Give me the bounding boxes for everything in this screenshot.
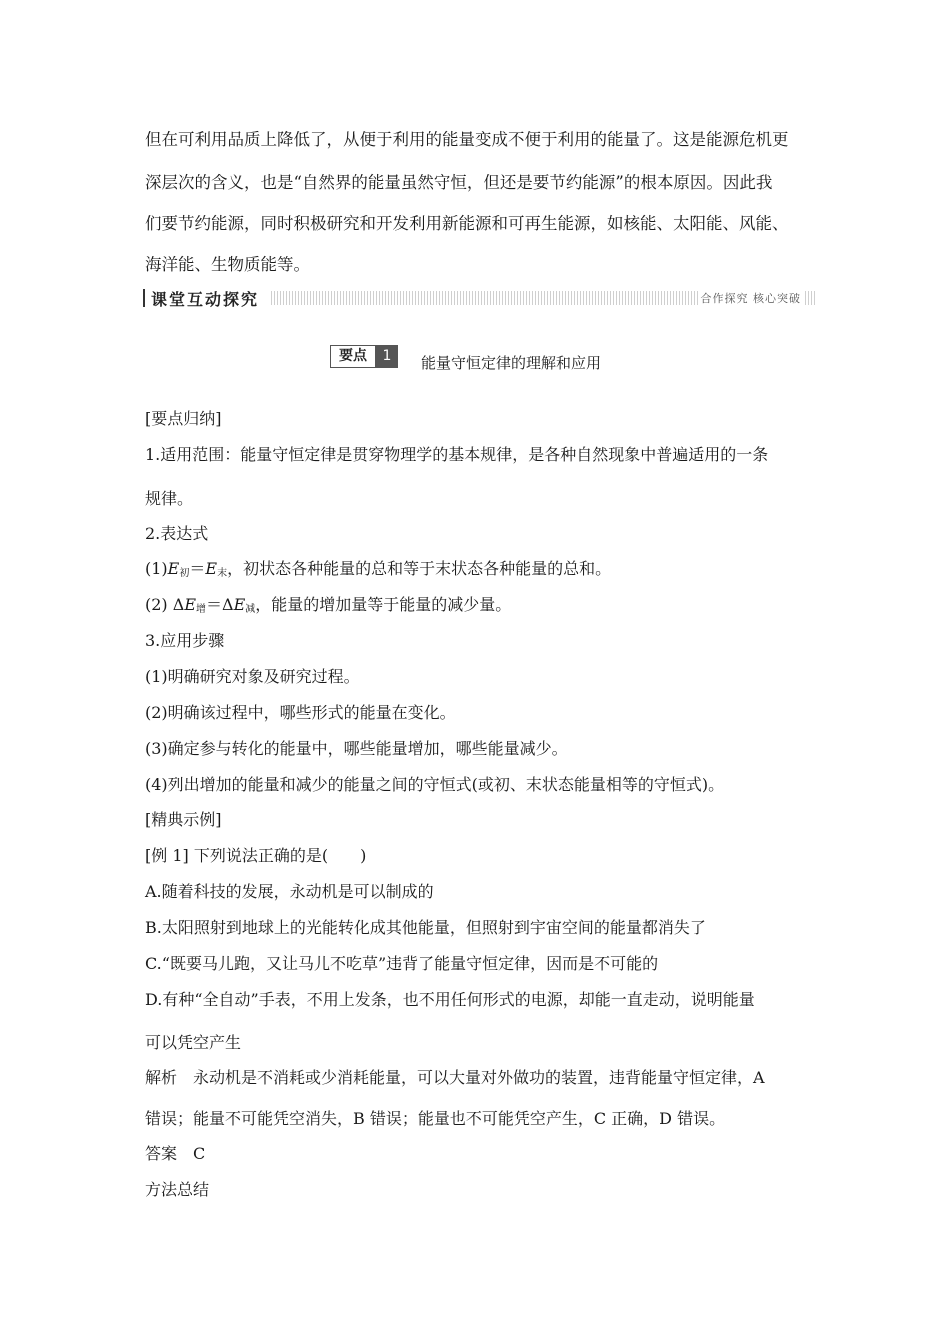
option-d-line-1: D.有种“全自动”手表，不用上发条，也不用任何形式的电源，却能一直走动，说明能量 [145,990,755,1009]
formula-1-eq: ＝ [189,559,206,578]
banner-title: 课堂互动探究 [151,290,260,309]
key-point-number: 1 [376,345,398,368]
item2-heading: 2.表达式 [145,524,209,543]
formula-1 [145,556,611,579]
formula-2-sub2: 减 [245,604,256,615]
step-3: (3)确定参与转化的能量中，哪些能量增加，哪些能量减少。 [145,739,568,758]
formula-2-delta1: Δ [172,595,185,614]
method-summary: 方法总结 [145,1180,210,1199]
summary-heading: [要点归纳] [145,409,222,428]
intro-line-4: 海洋能、生物质能等。 [145,255,310,274]
item1-line-2: 规律。 [145,489,194,508]
option-a: A.随着科技的发展，永动机是可以制成的 [145,882,434,901]
formula-1-text: ，初状态各种能量的总和等于末状态各种能量的总和。 [227,559,612,578]
section-banner [143,287,813,309]
formula-1-sub1: 初 [179,568,190,579]
analysis-line-2: 错误；能量不可能凭空消失，B 错误；能量也不可能凭空产生，C 正确，D 错误。 [145,1109,726,1128]
intro-line-1: 但在可利用品质上降低了，从便于利用的能量变成不便于利用的能量了。这是能源危机更 [145,130,789,149]
analysis-line-1: 解析 永动机是不消耗或少消耗能量，可以大量对外做功的装置，违背能量守恒定律，A [145,1068,765,1087]
step-1: (1)明确研究对象及研究过程。 [145,667,360,686]
formula-2-e2: E [233,595,246,614]
formula-1-prefix: (1) [145,559,168,578]
formula-2-prefix: (2) [145,595,168,614]
answer: 答案 C [145,1144,206,1163]
example-question: [例 1] 下列说法正确的是( ) [145,846,367,865]
intro-line-3: 们要节约能源，同时积极研究和开发利用新能源和可再生能源，如核能、太阳能、风能、 [145,214,789,233]
formula-2-delta2: Δ [222,595,234,614]
formula-1-sub2: 末 [217,568,228,579]
intro-line-2: 深层次的含义，也是“自然界的能量虽然守恒，但还是要节约能源”的根本原因。因此我 [145,173,773,192]
banner-subtitle: 合作探究 核心突破 [700,292,801,305]
formula-2-text: ，能量的增加量等于能量的减少量。 [255,595,512,614]
formula-2-sub1: 增 [196,604,207,615]
option-b: B.太阳照射到地球上的光能转化成其他能量，但照射到宇宙空间的能量都消失了 [145,918,706,937]
formula-1-e1: E [167,559,180,578]
key-point-label: 要点 [330,345,376,368]
item3-heading: 3.应用步骤 [145,631,225,650]
formula-2-e1: E [184,595,197,614]
example-heading: [精典示例] [145,810,222,829]
formula-2 [145,592,511,615]
item1-line-1: 1.适用范围：能量守恒定律是贯穿物理学的基本规律，是各种自然现象中普遍适用的一条 [145,445,769,464]
step-2: (2)明确该过程中，哪些形式的能量在变化。 [145,703,456,722]
formula-1-e2: E [205,559,218,578]
option-c: C.“既要马儿跑，又让马儿不吃草”违背了能量守恒定律，因而是不可能的 [145,954,659,973]
key-point-title: 能量守恒定律的理解和应用 [421,354,602,372]
formula-2-eq: ＝ [206,595,223,614]
step-4: (4)列出增加的能量和减少的能量之间的守恒式(或初、末状态能量相等的守恒式)。 [145,775,725,794]
option-d-line-2: 可以凭空产生 [145,1033,242,1052]
banner-left-bar [143,289,145,307]
